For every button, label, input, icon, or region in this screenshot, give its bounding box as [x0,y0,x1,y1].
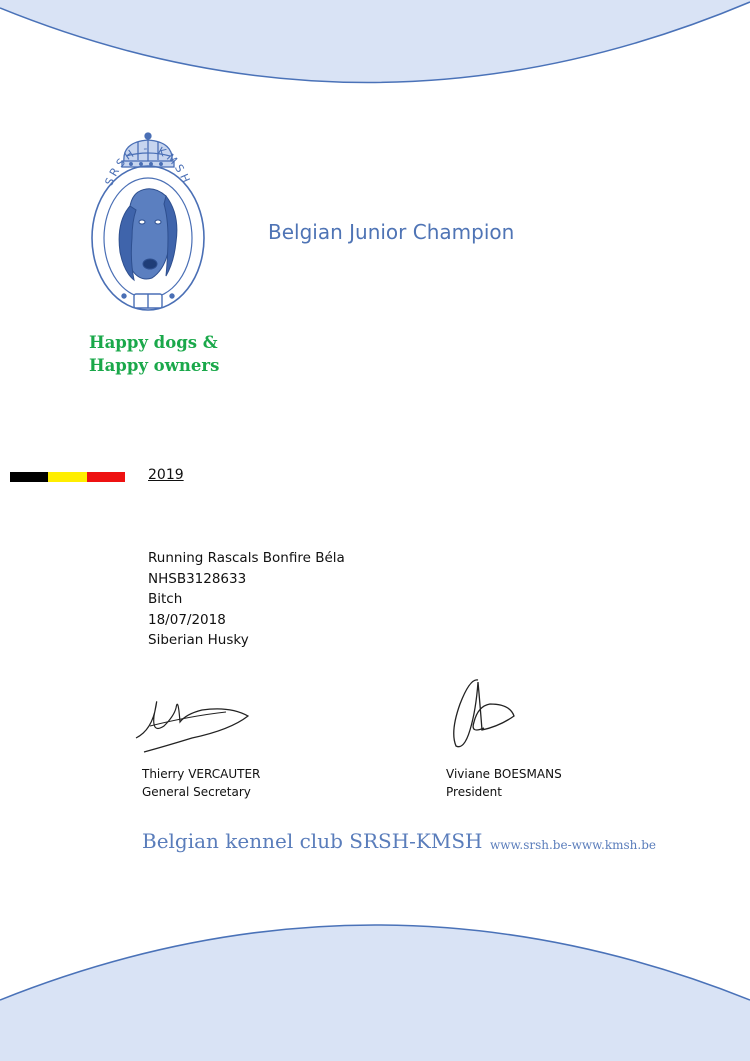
signature-general-secretary [130,686,255,756]
dog-sex: Bitch [148,591,183,607]
dog-birth-date: 18/07/2018 [148,611,226,628]
signatory-2-role: President [446,785,502,799]
flag-red-stripe [87,472,125,482]
signature-president [440,674,524,754]
dog-breed: Siberian Husky [148,632,249,648]
dog-name: Running Rascals Bonfire Béla [148,550,345,566]
website-links: www.srsh.be-www.kmsh.be [490,838,656,852]
signatory-1-name: Thierry VERCAUTER [142,767,261,781]
bloodhound-icon [119,189,177,280]
slogan-line-1: Happy dogs & [89,333,218,352]
flag-yellow-stripe [48,472,86,482]
svg-text:SRSH - KMSH: SRSH - KMSH [102,141,194,188]
slogan-line-2: Happy owners [89,356,220,375]
srsh-kmsh-logo [86,130,210,316]
signatory-1-role: General Secretary [142,785,251,799]
signatory-2-name: Viviane BOESMANS [446,767,562,781]
dog-details [148,548,345,651]
slogan [89,331,219,377]
bottom-decorative-band [0,920,750,1061]
signatory-1 [142,765,260,801]
top-decorative-band [0,0,750,90]
club-name: Belgian kennel club SRSH-KMSH [142,829,483,853]
championship-year: 2019 [148,467,184,483]
certificate-title: Belgian Junior Champion [268,220,515,244]
dog-registration: NHSB3128633 [148,570,247,587]
belgian-flag-bar [10,472,125,482]
signatory-2 [446,765,562,801]
flag-black-stripe [10,472,48,482]
